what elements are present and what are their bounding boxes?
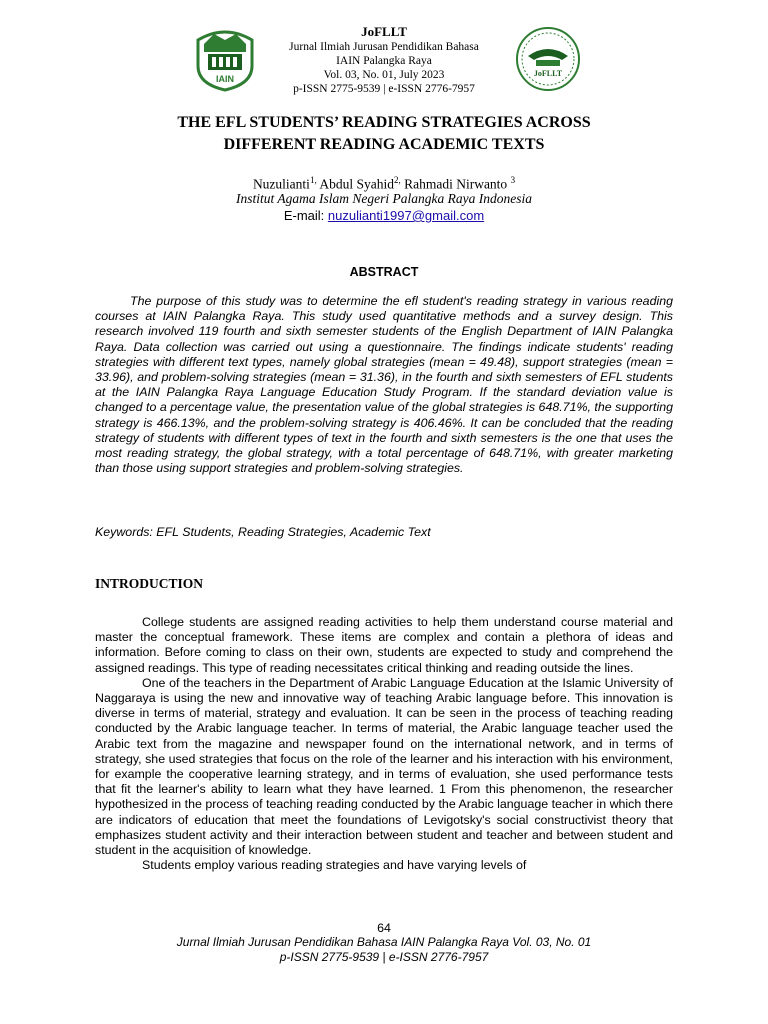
introduction-heading: INTRODUCTION: [95, 576, 204, 591]
keywords: Keywords: EFL Students, Reading Strategies, Academic Text: [95, 525, 431, 539]
author-3: Rahmadi Nirwanto: [400, 176, 511, 192]
author-affiliation: Institut Agama Islam Negeri Palangka Raya Indonesia: [236, 191, 532, 206]
footer-journal: Jurnal Ilmiah Jurusan Pendidikan Bahasa IAIN Palangka Raya Vol. 03, No. 01: [176, 935, 592, 949]
introduction-body: [95, 615, 673, 873]
journal-institution: IAIN Palangka Raya: [336, 55, 432, 67]
intro-paragraph-2: One of the teachers in the Department of Arabic Language Education at the Islamic University of Naggaraya is using the new and innovative way of teaching Arabic language before. This innovation is diverse in terms of material, strategy and evaluation. It can be seen in the process of teaching reading conducted by the Arabic language teacher. In terms of material, the Arabic language teacher used the Arabic text from the magazine and newspaper found on the international network, and in terms of strategy, she used strategies that focus on the role of the learner and his interaction with his environment, for example the cooperative learning strategy, and in terms of evaluation, she used performance tests that fit the learner's ability to learn what they have learned. 1 From this phenomenon, the researcher hypothesized in the process of teaching reading conducted by the Arabic language teacher in which there are indicators of education that meet the foundations of Levigotsky's social constructivist theory that emphasizes student activity and their interaction between student and teacher and between student and student in the acquisition of knowledge.: [95, 675, 673, 858]
email-link[interactable]: nuzulianti1997@gmail.com: [327, 208, 485, 223]
right-logo-label: JoFLLT: [533, 69, 563, 78]
paper-title: [84, 112, 684, 156]
journal-header: [0, 22, 768, 102]
joflt-logo: [512, 26, 584, 92]
journal-volume: Vol. 03, No. 01, July 2023: [323, 69, 445, 81]
journal-issn: p-ISSN 2775-9539 | e-ISSN 2776-7957: [293, 83, 475, 95]
title-line-1: THE EFL STUDENTS’ READING STRATEGIES ACROSS: [177, 114, 591, 131]
intro-paragraph-3: Students employ various reading strategies and have varying levels of: [142, 858, 527, 873]
author-2: Abdul Syahid: [316, 176, 394, 192]
page-number: 64: [377, 921, 391, 935]
journal-info: [234, 24, 534, 96]
abstract-text: The purpose of this study was to determine the efl student's reading strategy in various reading courses at IAIN Palangka Raya. This study used quantitative methods and a survey design. This research involved 119 fourth and sixth semester students of the English Department of IAIN Palangka Raya. Data collection was carried out using a questionnaire. The findings indicate students' reading strategies with different text types, namely global strategies (mean = 49.48), support strategies (mean = 33.96), and problem-solving strategies (mean = 31.36), in the fourth and sixth semesters of EFL students at the IAIN Palangka Raya Language Education Study Program. If the standard deviation value is changed to a percentage value, the presentation value of the global strategies is 648.71%, the supporting strategy is 466.13%, and the problem-solving strategy is 406.46%. It can be concluded that the reading strategy of students with different types of text in the fourth and sixth semesters is the one that uses the most reading strategy, the global strategy, with a total percentage of 648.71%, with greater marketing than those using support strategies and problem-solving strategies.: [95, 294, 673, 476]
journal-name: Jurnal Ilmiah Jurusan Pendidikan Bahasa: [289, 41, 479, 53]
email-label: E-mail:: [283, 208, 328, 223]
author-3-affiliation-mark: 3: [510, 175, 516, 185]
intro-paragraph-1: College students are assigned reading activities to help them understand course material and master the conceptual framework. These items are complex and contain a plethora of ideas and information. Before coming to class on their own, students are expected to study and comprehend the assigned readings. This type of reading necessitates critical thinking and reading outside the lines.: [95, 615, 673, 675]
author-2-affiliation-mark: 2,: [393, 175, 401, 185]
abstract-heading: ABSTRACT: [349, 265, 419, 279]
email-line: [84, 207, 684, 224]
author-1-affiliation-mark: 1,: [309, 175, 317, 185]
author-1: Nuzulianti: [252, 176, 310, 192]
left-logo-label: IAIN: [216, 74, 234, 84]
page-footer: [84, 935, 684, 965]
journal-abbr: JoFLLT: [361, 24, 407, 39]
footer-issn: p-ISSN 2775-9539 | e-ISSN 2776-7957: [279, 950, 489, 964]
title-line-2: DIFFERENT READING ACADEMIC TEXTS: [223, 136, 545, 153]
